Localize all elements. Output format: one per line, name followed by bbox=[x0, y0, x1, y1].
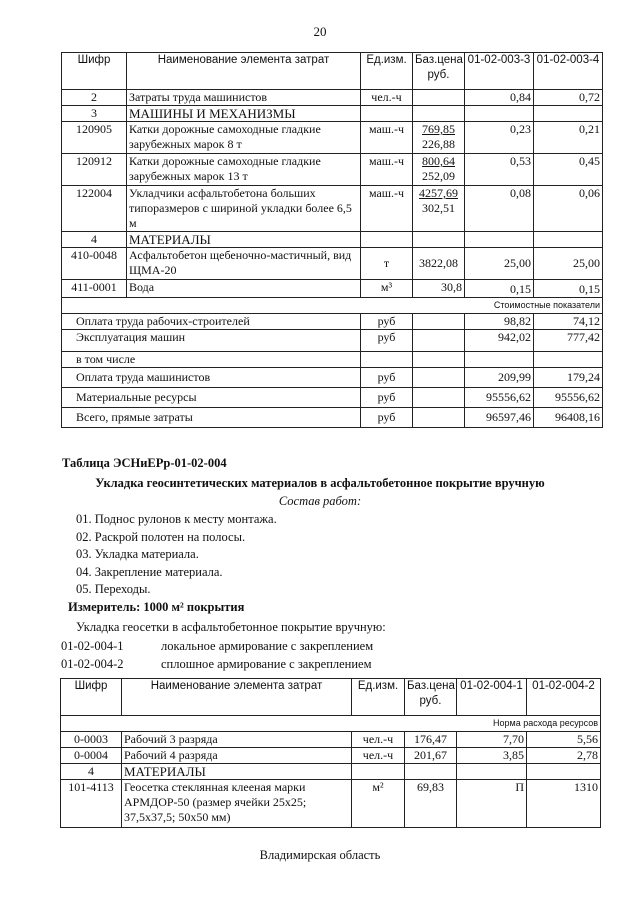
cost-value-1: 95556,62 bbox=[465, 388, 534, 408]
cost-row bbox=[62, 352, 603, 368]
price-sub: 226,88 bbox=[422, 137, 455, 151]
table-row bbox=[61, 732, 601, 748]
row-value-2: 0,06 bbox=[534, 186, 603, 232]
row-name: Катки дорожные самоходные гладкие зарубежных марок 8 т bbox=[127, 122, 361, 154]
price-sub: 302,51 bbox=[422, 201, 455, 215]
cost-row bbox=[62, 314, 603, 330]
table-row bbox=[62, 122, 603, 154]
subheader-row bbox=[61, 716, 601, 732]
work-composition-title: Состав работ: bbox=[278, 494, 362, 508]
row-code: 3 bbox=[62, 106, 127, 122]
row-price: 176,47 bbox=[405, 732, 457, 748]
table-row bbox=[62, 232, 603, 248]
table-row bbox=[61, 780, 601, 828]
table-header-row bbox=[62, 53, 603, 90]
cost-unit: руб bbox=[361, 388, 413, 408]
row-code: 2 bbox=[62, 90, 127, 106]
row-unit: маш.-ч bbox=[361, 186, 413, 232]
cost-table-2 bbox=[60, 678, 601, 828]
row-value-1: 0,15 bbox=[465, 280, 534, 298]
table-row bbox=[62, 154, 603, 186]
table-row bbox=[62, 90, 603, 106]
cost-value-2: 96408,16 bbox=[534, 408, 603, 428]
table-row bbox=[62, 248, 603, 280]
variant-text: локальное армирование с закреплением bbox=[161, 639, 374, 653]
row-name: Асфальтобетон щебеночно-мастичный, вид ЩМА-20 bbox=[127, 248, 361, 280]
row-value-1: 25,00 bbox=[465, 248, 534, 280]
row-name: Укладчики асфальтобетона больших типоразмеров с шириной укладки более 6,5 м bbox=[127, 186, 361, 232]
section-heading: Укладка геосинтетических материалов в асфальтобетонное покрытие вручную bbox=[95, 476, 545, 490]
row-code: 0-0004 bbox=[61, 748, 122, 764]
row-name: Катки дорожные самоходные гладкие зарубежных марок 13 т bbox=[127, 154, 361, 186]
cost-value-1: 942,02 bbox=[465, 330, 534, 352]
row-price bbox=[413, 186, 465, 232]
row-price: 201,67 bbox=[405, 748, 457, 764]
page-footer: Владимирская область bbox=[259, 848, 381, 862]
variant-text: сплошное армирование с закреплением bbox=[161, 657, 372, 671]
row-name: Рабочий 3 разряда bbox=[122, 732, 352, 748]
row-name: Рабочий 4 разряда bbox=[122, 748, 352, 764]
cost-table-1 bbox=[61, 52, 603, 428]
table-row bbox=[61, 748, 601, 764]
row-unit: чел.-ч bbox=[352, 732, 405, 748]
section-title: МАТЕРИАЛЫ bbox=[122, 764, 352, 780]
resource-norm-label: Норма расхода ресурсов bbox=[61, 716, 601, 732]
table-title: Таблица ЭСНиЕРр-01-02-004 bbox=[62, 456, 227, 470]
price-main: 769,85 bbox=[422, 122, 455, 136]
row-price: 69,83 bbox=[405, 780, 457, 828]
row-value-2: 2,78 bbox=[527, 748, 601, 764]
row-name: Геосетка стеклянная клееная марки АРМДОР-50 (размер ячейки 25x25; 37,5x37,5; 50x50 мм) bbox=[122, 780, 352, 828]
row-value-2: 0,21 bbox=[534, 122, 603, 154]
row-value-1: 0,53 bbox=[465, 154, 534, 186]
row-value-2: 1310 bbox=[527, 780, 601, 828]
row-unit: м³ bbox=[361, 280, 413, 298]
cost-name: Материальные ресурсы bbox=[62, 388, 361, 408]
row-price: 3822,08 bbox=[413, 248, 465, 280]
row-code: 411-0001 bbox=[62, 280, 127, 298]
cost-name: Эксплуатация машин bbox=[62, 330, 361, 352]
cost-value-1: 209,99 bbox=[465, 368, 534, 388]
row-name: Затраты труда машинистов bbox=[127, 90, 361, 106]
row-value-1: 0,08 bbox=[465, 186, 534, 232]
cost-row bbox=[62, 408, 603, 428]
table-header-row bbox=[61, 679, 601, 716]
row-price bbox=[413, 90, 465, 106]
cost-indicators-label: Стоимостные показатели bbox=[62, 298, 603, 314]
header-name: Наименование элемента затрат bbox=[122, 679, 352, 716]
variant-item bbox=[61, 637, 373, 655]
variant-code: 01-02-004-2 bbox=[61, 657, 124, 671]
cost-name: Оплата труда машинистов bbox=[62, 368, 361, 388]
header-col2: 01-02-004-2 bbox=[527, 679, 601, 716]
cost-value-1: 96597,46 bbox=[465, 408, 534, 428]
work-item: 04. Закрепление материала. bbox=[76, 564, 223, 579]
row-value-2: 25,00 bbox=[534, 248, 603, 280]
row-unit: маш.-ч bbox=[361, 122, 413, 154]
cost-unit: руб bbox=[361, 330, 413, 352]
row-price: 30,8 bbox=[413, 280, 465, 298]
row-value-2: 0,72 bbox=[534, 90, 603, 106]
row-unit: т bbox=[361, 248, 413, 280]
header-col2: 01-02-003-4 bbox=[534, 53, 603, 90]
table-row bbox=[62, 186, 603, 232]
row-value-1: П bbox=[457, 780, 527, 828]
row-unit: м² bbox=[352, 780, 405, 828]
row-code: 4 bbox=[62, 232, 127, 248]
cost-name: Оплата труда рабочих-строителей bbox=[62, 314, 361, 330]
row-code: 0-0003 bbox=[61, 732, 122, 748]
row-value-2: 0,45 bbox=[534, 154, 603, 186]
row-name: Вода bbox=[127, 280, 361, 298]
row-code: 410-0048 bbox=[62, 248, 127, 280]
work-item: 02. Раскрой полотен на полосы. bbox=[76, 529, 246, 544]
section-title: МАТЕРИАЛЫ bbox=[127, 232, 361, 248]
header-name: Наименование элемента затрат bbox=[127, 53, 361, 90]
cost-unit: руб bbox=[361, 368, 413, 388]
work-item: 01. Поднос рулонов к месту монтажа. bbox=[76, 512, 277, 526]
measure-unit: Измеритель: 1000 м² покрытия bbox=[68, 600, 245, 614]
header-code: Шифр bbox=[61, 679, 122, 716]
cost-value-2: 74,12 bbox=[534, 314, 603, 330]
work-item: 03. Укладка материала. bbox=[76, 547, 199, 561]
header-col1: 01-02-004-1 bbox=[457, 679, 527, 716]
row-value-1: 0,23 bbox=[465, 122, 534, 154]
page-number: 20 bbox=[313, 24, 327, 39]
row-price bbox=[413, 154, 465, 186]
table-row bbox=[61, 764, 601, 780]
row-value-2: 5,56 bbox=[527, 732, 601, 748]
row-value-2: 0,15 bbox=[534, 280, 603, 298]
work-item: 05. Переходы. bbox=[76, 582, 151, 596]
work-list bbox=[76, 511, 277, 599]
row-price bbox=[413, 122, 465, 154]
table-row bbox=[62, 280, 603, 298]
header-price: Баз.цена руб. bbox=[405, 679, 457, 716]
section-title: МАШИНЫ И МЕХАНИЗМЫ bbox=[127, 106, 361, 122]
variant-list bbox=[61, 637, 373, 673]
row-unit: чел.-ч bbox=[352, 748, 405, 764]
row-unit: чел.-ч bbox=[361, 90, 413, 106]
subheader-row bbox=[62, 298, 603, 314]
price-main: 4257,69 bbox=[419, 186, 458, 200]
row-value-1: 3,85 bbox=[457, 748, 527, 764]
header-col1: 01-02-003-3 bbox=[465, 53, 534, 90]
cost-row bbox=[62, 330, 603, 352]
price-main: 800,64 bbox=[422, 154, 455, 168]
cost-unit: руб bbox=[361, 408, 413, 428]
cost-value-2: 777,42 bbox=[534, 330, 603, 352]
cost-row bbox=[62, 388, 603, 408]
row-code: 101-4113 bbox=[61, 780, 122, 828]
cost-value-2: 179,24 bbox=[534, 368, 603, 388]
cost-value-1: 98,82 bbox=[465, 314, 534, 330]
row-code: 120905 bbox=[62, 122, 127, 154]
row-value-1: 7,70 bbox=[457, 732, 527, 748]
intro-text: Укладка геосетки в асфальтобетонное покрытие вручную: bbox=[76, 620, 386, 634]
cost-row bbox=[62, 368, 603, 388]
variant-item bbox=[61, 655, 373, 673]
cost-name: в том числе bbox=[62, 352, 361, 368]
row-code: 4 bbox=[61, 764, 122, 780]
row-code: 122004 bbox=[62, 186, 127, 232]
price-sub: 252,09 bbox=[422, 169, 455, 183]
row-code: 120912 bbox=[62, 154, 127, 186]
table-row bbox=[62, 106, 603, 122]
row-value-1: 0,84 bbox=[465, 90, 534, 106]
variant-code: 01-02-004-1 bbox=[61, 639, 124, 653]
cost-value-2: 95556,62 bbox=[534, 388, 603, 408]
header-code: Шифр bbox=[62, 53, 127, 90]
header-unit: Ед.изм. bbox=[352, 679, 405, 716]
row-unit: маш.-ч bbox=[361, 154, 413, 186]
cost-unit: руб bbox=[361, 314, 413, 330]
header-price: Баз.цена руб. bbox=[413, 53, 465, 90]
header-unit: Ед.изм. bbox=[361, 53, 413, 90]
cost-name: Всего, прямые затраты bbox=[62, 408, 361, 428]
